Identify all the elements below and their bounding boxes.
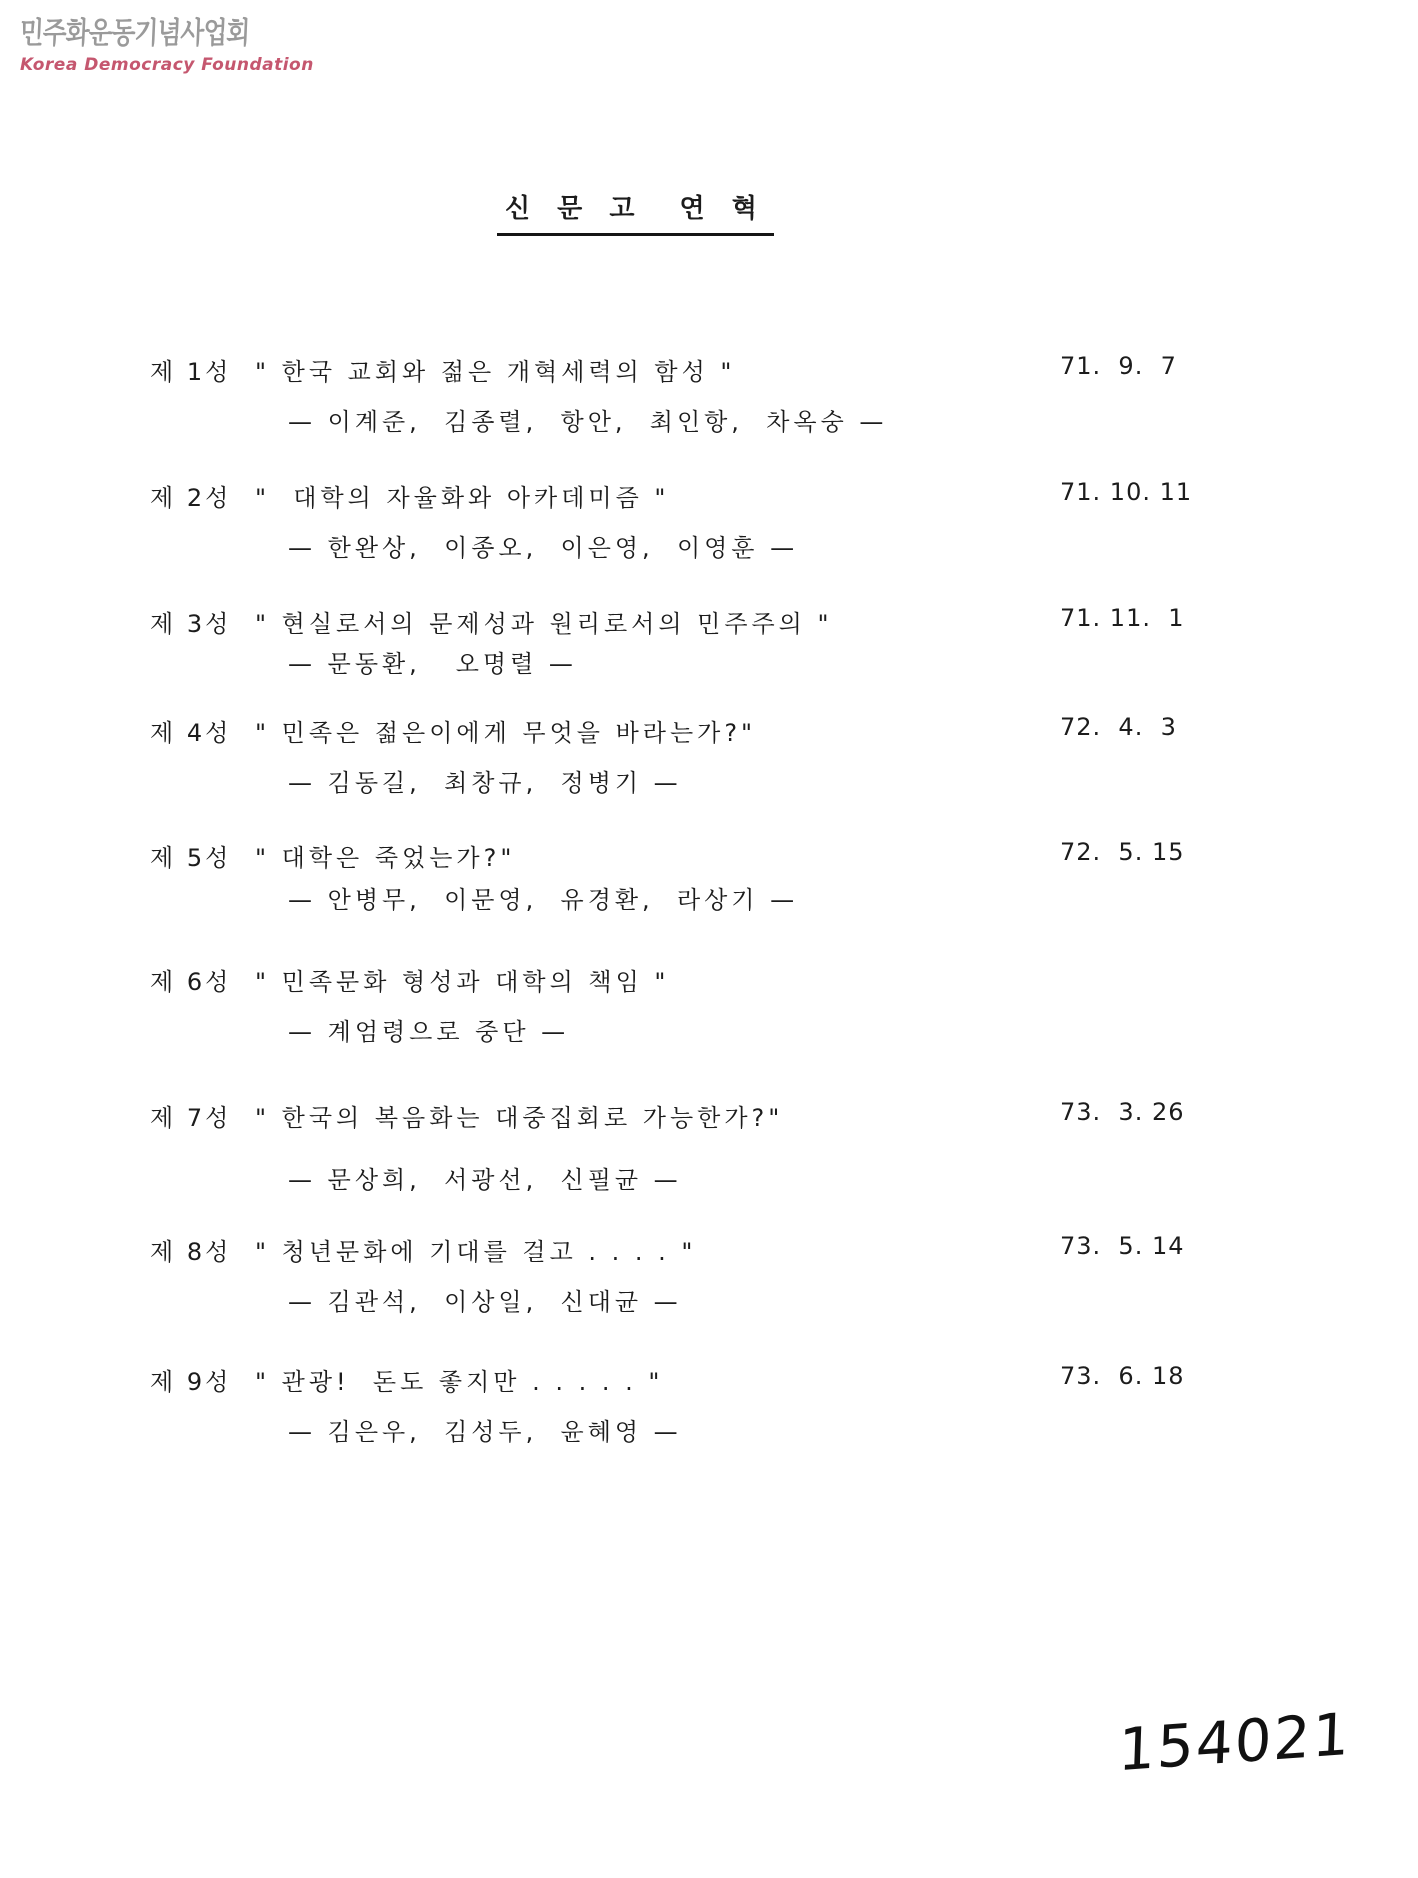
entry-number-label: 제 4성 — [150, 719, 232, 747]
entry-number-label: 제 3성 — [150, 610, 232, 638]
history-entry — [0, 962, 1418, 1074]
entry-participants: — 김동길, 최창규, 정병기 — — [288, 769, 682, 797]
history-entry — [0, 838, 1418, 950]
history-entry — [0, 352, 1418, 464]
entry-participants: — 안병무, 이문영, 유경환, 라상기 — — [288, 886, 799, 914]
logo-korean-text: 민주화운동기념사업회 — [19, 16, 251, 51]
entry-date: 71. 11. 1 — [1060, 604, 1185, 632]
entry-participants: — 문동환, 오명렬 — — [288, 650, 577, 678]
entry-participants: — 김은우, 김성두, 윤혜영 — — [288, 1418, 682, 1446]
entry-topic-title: " 관광! 돈도 좋지만 . . . . . " — [255, 1368, 664, 1396]
entry-number-label: 제 8성 — [150, 1238, 232, 1266]
entry-number-label: 제 5성 — [150, 844, 232, 872]
history-entry — [0, 1362, 1418, 1474]
entry-topic-title: " 대학의 자율화와 아카데미즘 " — [255, 484, 670, 512]
entry-number-label: 제 6성 — [150, 968, 232, 996]
history-entry — [0, 1232, 1418, 1344]
entry-topic-title: " 현실로서의 문제성과 원리로서의 민주주의 " — [255, 610, 833, 638]
entry-date: 73. 5. 14 — [1060, 1232, 1185, 1260]
entry-topic-title: " 한국의 복음화는 대중집회로 가능한가?" — [255, 1104, 784, 1132]
entry-date: 73. 6. 18 — [1060, 1362, 1185, 1390]
entry-date: 72. 5. 15 — [1060, 838, 1185, 866]
entry-topic-title: " 대학은 죽었는가?" — [255, 844, 516, 872]
history-entry — [0, 1098, 1418, 1210]
entry-number-label: 제 7성 — [150, 1104, 232, 1132]
entry-date: 73. 3. 26 — [1060, 1098, 1185, 1126]
handwritten-archive-number: 154021 — [1117, 1699, 1353, 1785]
entry-participants: — 김관석, 이상일, 신대균 — — [288, 1288, 682, 1316]
entry-topic-title: " 민족문화 형성과 대학의 책임 " — [255, 968, 670, 996]
entry-number-label: 제 2성 — [150, 484, 232, 512]
entry-participants: — 이계준, 김종렬, 항안, 최인항, 차옥숭 — — [288, 408, 888, 436]
entry-topic-title: " 민족은 젊은이에게 무엇을 바라는가?" — [255, 719, 757, 747]
entry-number-label: 제 1성 — [150, 358, 232, 386]
entry-topic-title: " 한국 교회와 젊은 개혁세력의 함성 " — [255, 358, 736, 386]
entry-date: 71. 9. 7 — [1060, 352, 1177, 380]
history-entry — [0, 478, 1418, 590]
entry-participants: — 문상희, 서광선, 신필균 — — [288, 1166, 682, 1194]
entry-date: 72. 4. 3 — [1060, 713, 1177, 741]
history-entry — [0, 604, 1418, 716]
entry-topic-title: " 청년문화에 기대를 걸고 . . . . " — [255, 1238, 697, 1266]
document-title: 신 문 고 연 혁 — [497, 188, 774, 236]
entry-participants: — 계엄령으로 중단 — — [288, 1018, 570, 1046]
history-entry — [0, 713, 1418, 825]
entry-number-label: 제 9성 — [150, 1368, 232, 1396]
entry-date: 71. 10. 11 — [1060, 478, 1193, 506]
logo-english-text: Korea Democracy Foundation — [20, 55, 314, 75]
entry-participants: — 한완상, 이종오, 이은영, 이영훈 — — [288, 534, 799, 562]
